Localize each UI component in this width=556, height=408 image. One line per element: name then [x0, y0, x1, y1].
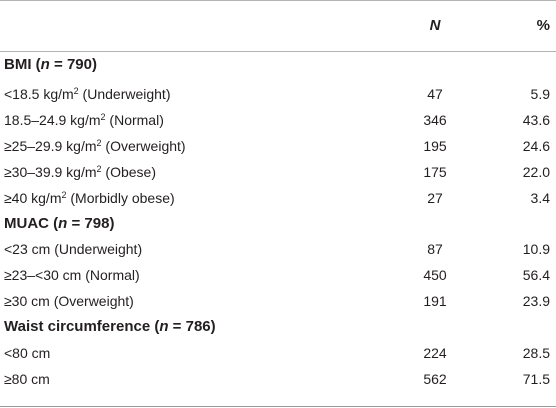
- row-label: <80 cm: [4, 345, 51, 361]
- table-row: [0, 81, 556, 107]
- section-waist-title: Waist circumference (n = 786): [4, 318, 216, 335]
- row-percent: 22.0: [522, 164, 550, 180]
- row-label: ≥80 cm: [4, 371, 50, 387]
- top-rule: [0, 0, 556, 1]
- row-percent: 10.9: [522, 241, 550, 257]
- table-row: [0, 236, 556, 262]
- section-muac-title: MUAC (n = 798): [4, 215, 115, 232]
- header-percent: %: [536, 17, 550, 34]
- row-percent: 28.5: [522, 345, 550, 361]
- row-n: 346: [423, 112, 447, 128]
- row-percent: 43.6: [522, 112, 550, 128]
- row-n: 47: [427, 86, 443, 102]
- table-row: [0, 159, 556, 185]
- section-bmi-title: BMI (n = 790): [4, 56, 97, 73]
- row-label: ≥23–<30 cm (Normal): [4, 267, 140, 283]
- row-label: ≥30–39.9 $kg/m^2$ (Obese): [4, 164, 157, 180]
- row-n: 27: [427, 190, 443, 206]
- table-row: [0, 107, 556, 133]
- row-percent: 3.4: [530, 190, 550, 206]
- table-row: [0, 288, 556, 314]
- bottom-rule: [0, 406, 556, 407]
- row-percent: 23.9: [522, 293, 550, 309]
- row-n: 191: [423, 293, 447, 309]
- row-percent: 24.6: [522, 138, 550, 154]
- row-label: <23 cm (Underweight): [4, 241, 143, 257]
- table-row: [0, 185, 556, 211]
- row-percent: 56.4: [522, 267, 550, 283]
- row-percent: 5.9: [530, 86, 550, 102]
- row-n: 224: [423, 345, 447, 361]
- table-row: [0, 133, 556, 159]
- header-row: [0, 13, 556, 39]
- table-row: [0, 262, 556, 288]
- row-n: 195: [423, 138, 447, 154]
- row-n: 562: [423, 371, 447, 387]
- row-label: ≥40 $kg/m^2$ (Morbidly obese): [4, 190, 175, 206]
- row-label: 18.5–24.9 $kg/m^2$ (Normal): [4, 112, 164, 128]
- row-label: ≥25–29.9 $kg/m^2$ (Overweight): [4, 138, 186, 154]
- row-n: 450: [423, 267, 447, 283]
- row-label: <18.5 $kg/m^2$ (Underweight): [4, 86, 171, 102]
- header-n: N: [429, 17, 441, 34]
- row-n: 87: [427, 241, 443, 257]
- row-percent: 71.5: [522, 371, 550, 387]
- row-label: ≥30 cm (Overweight): [4, 293, 134, 309]
- table-row: [0, 366, 556, 392]
- table-row: [0, 340, 556, 366]
- row-n: 175: [423, 164, 447, 180]
